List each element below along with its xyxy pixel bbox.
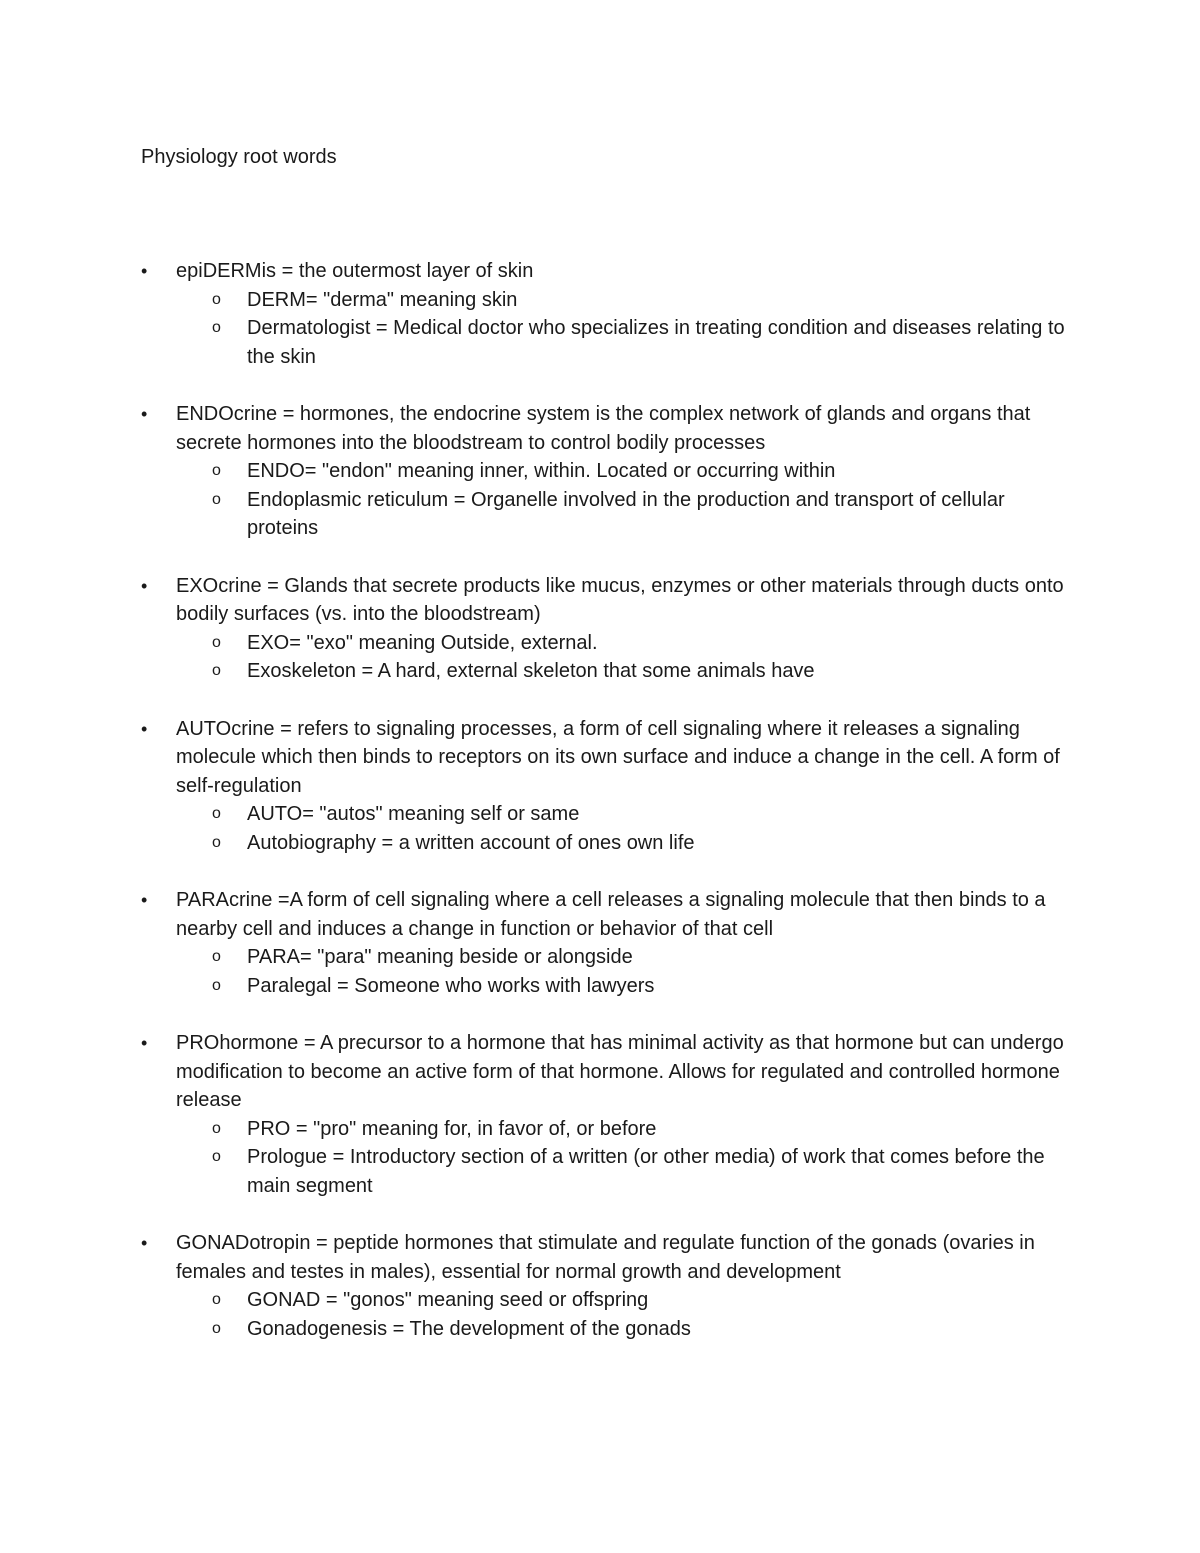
entry-sub-text: AUTO= "autos" meaning self or same	[247, 803, 580, 826]
root-word-entry	[0, 715, 1200, 858]
entry-sub-item	[176, 486, 1070, 543]
hollow-bullet-icon: o	[212, 976, 221, 994]
entry-sub-text: PRO = "pro" meaning for, in favor of, or before	[247, 1117, 657, 1140]
entry-sub-list	[176, 943, 1070, 1000]
hollow-bullet-icon: o	[212, 1291, 221, 1309]
entry-sub-item	[176, 629, 1070, 658]
entry-definition: PROhormone = A precursor to a hormone that has minimal activity as that hormone but can undergo modification to become an active form of that hormone. Allows for regulated and controlled hormone release	[176, 1032, 1064, 1112]
entry-definition: EXOcrine = Glands that secrete products like mucus, enzymes or other materials through ducts onto bodily surfaces (vs. into the bloodstream)	[176, 574, 1064, 626]
hollow-bullet-icon: o	[212, 833, 221, 851]
root-word-entry	[0, 1029, 1200, 1201]
entry-sub-item	[176, 657, 1070, 686]
entry-sub-text: Gonadogenesis = The development of the gonads	[247, 1317, 691, 1340]
hollow-bullet-icon: o	[212, 290, 221, 308]
entry-sub-text: Exoskeleton = A hard, external skeleton that some animals have	[247, 660, 815, 683]
entry-sub-text: Endoplasmic reticulum = Organelle involved in the production and transport of cellular proteins	[247, 488, 1005, 540]
entry-sub-list	[176, 286, 1070, 372]
bullet-icon: •	[141, 261, 148, 281]
entry-definition: epiDERMis = the outermost layer of skin	[176, 260, 534, 282]
hollow-bullet-icon: o	[212, 662, 221, 680]
entry-definition: GONADotropin = peptide hormones that stimulate and regulate function of the gonads (ovaries in females and testes in males), essential for normal growth and development	[176, 1232, 1035, 1283]
root-word-entry	[0, 1229, 1200, 1343]
bullet-icon: •	[141, 575, 148, 596]
entry-sub-item	[176, 457, 1070, 486]
hollow-bullet-icon: o	[212, 805, 221, 823]
entry-definition: PARAcrine =A form of cell signaling where a cell releases a signaling molecule that then binds to a nearby cell and induces a change in function or behavior of that cell	[176, 889, 1046, 940]
entry-sub-text: Prologue = Introductory section of a written (or other media) of work that comes before the main segment	[247, 1146, 1045, 1197]
root-word-entry	[0, 257, 1200, 371]
entry-sub-item	[176, 1143, 1070, 1200]
entry-sub-text: GONAD = "gonos" meaning seed or offspring	[247, 1289, 649, 1312]
bullet-icon: •	[141, 890, 148, 911]
entry-sub-item	[176, 829, 1070, 858]
entry-sub-text: Autobiography = a written account of ones own life	[247, 831, 695, 854]
entry-sub-list	[176, 457, 1070, 543]
entry-sub-text: Dermatologist = Medical doctor who specializes in treating condition and diseases relating to the skin	[247, 317, 1065, 368]
root-word-entry	[0, 886, 1200, 1000]
entry-sub-item	[176, 800, 1070, 829]
document-title: Physiology root words	[141, 146, 337, 168]
bullet-icon: •	[141, 403, 148, 424]
entry-sub-list	[176, 629, 1070, 686]
entry-sub-text: Paralegal = Someone who works with lawyers	[247, 974, 655, 997]
entry-sub-text: PARA= "para" meaning beside or alongside	[247, 946, 633, 969]
bullet-icon: •	[141, 1033, 148, 1054]
entry-sub-list	[176, 800, 1070, 857]
entry-definition: AUTOcrine = refers to signaling processes, a form of cell signaling where it releases a signaling molecule which then binds to receptors on its own surface and induce a change in the cell. A form of self-regulation	[176, 717, 1060, 797]
bullet-icon: •	[141, 718, 148, 739]
hollow-bullet-icon: o	[212, 319, 221, 337]
entry-sub-text: DERM= "derma" meaning skin	[247, 288, 518, 311]
bullet-icon: •	[141, 1233, 148, 1254]
entry-sub-list	[176, 1286, 1070, 1343]
hollow-bullet-icon: o	[212, 462, 221, 480]
hollow-bullet-icon: o	[212, 1119, 221, 1137]
root-word-entry	[0, 400, 1200, 543]
hollow-bullet-icon: o	[212, 490, 221, 508]
entry-sub-item	[176, 1286, 1070, 1315]
entry-sub-text: ENDO= "endon" meaning inner, within. Located or occurring within	[247, 460, 836, 483]
hollow-bullet-icon: o	[212, 633, 221, 651]
entry-sub-item	[176, 972, 1070, 1001]
entry-sub-text: EXO= "exo" meaning Outside, external.	[247, 631, 598, 654]
entry-sub-item	[176, 314, 1070, 371]
entry-definition: ENDOcrine = hormones, the endocrine system is the complex network of glands and organs that secrete hormones into the bloodstream to control bodily processes	[176, 402, 1031, 454]
entry-sub-list	[176, 1115, 1070, 1201]
entry-sub-item	[176, 286, 1070, 315]
hollow-bullet-icon: o	[212, 1319, 221, 1337]
entry-sub-item	[176, 1315, 1070, 1344]
root-word-list	[0, 257, 1200, 1372]
root-word-entry	[0, 572, 1200, 686]
entry-sub-item	[176, 943, 1070, 972]
entry-sub-item	[176, 1115, 1070, 1144]
hollow-bullet-icon: o	[212, 948, 221, 966]
hollow-bullet-icon: o	[212, 1148, 221, 1166]
